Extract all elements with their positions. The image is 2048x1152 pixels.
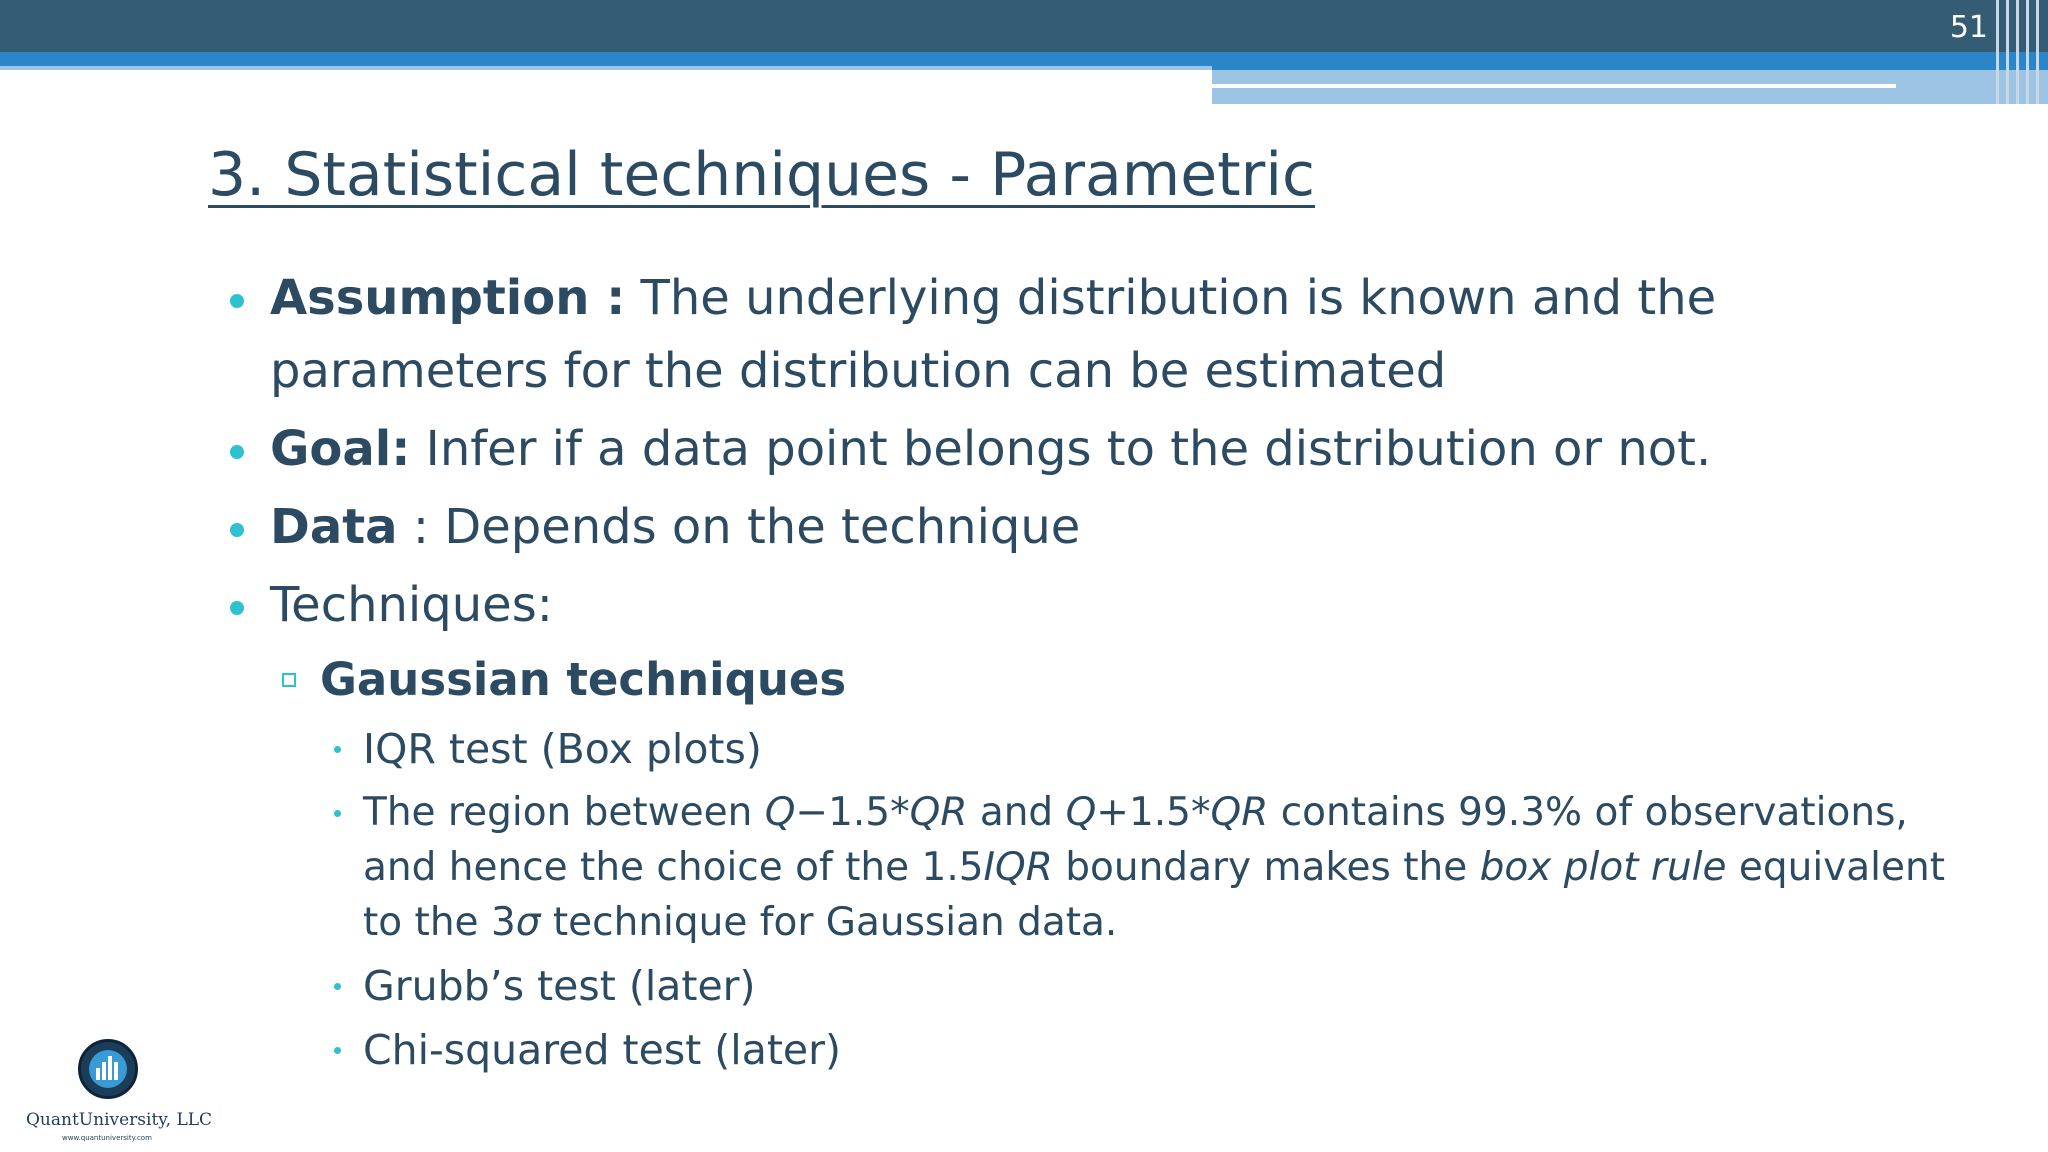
bullet-label: Techniques:: [270, 577, 553, 633]
top-banner-gap: [0, 70, 1212, 75]
item-grubbs-test: [220, 958, 1980, 1014]
slide-content: [220, 262, 1980, 1078]
math-qr: *QR: [1191, 790, 1269, 835]
logo-url: www.quantuniversity.com: [62, 1134, 152, 1142]
text-segment: technique for Gaussian data.: [540, 900, 1118, 945]
small-dot-icon: [334, 1047, 341, 1054]
bullet-goal: [220, 413, 1980, 486]
square-bullet-icon: [282, 673, 296, 687]
bullet-label: Data: [270, 499, 398, 555]
math-q: Q: [1065, 790, 1097, 835]
bullet-dot-icon: [230, 523, 244, 537]
page-number: 51: [1949, 10, 1988, 45]
bullet-dot-icon: [230, 601, 244, 615]
text-segment: equivalent to the 3: [363, 845, 1946, 945]
text-segment: The region between: [363, 790, 765, 835]
subbullet-heading: Gaussian techniques: [320, 653, 847, 706]
math-qr: *QR: [890, 790, 968, 835]
bullet-label: Goal:: [270, 421, 411, 477]
logo-emblem-icon: [78, 1039, 138, 1099]
bullet-text: Infer if a data point belongs to the distribution or not.: [410, 421, 1712, 477]
text-segment: contains 99.3% of observations, and hence the choice of the 1.5: [363, 790, 1908, 890]
top-banner: [0, 0, 2048, 52]
text-segment: and: [967, 790, 1066, 835]
math-q: Q: [764, 790, 796, 835]
emphasis-box-plot-rule: box plot rule: [1479, 845, 1727, 890]
small-dot-icon: [334, 810, 341, 817]
item-region-explanation: [220, 785, 1980, 950]
bullet-assumption: [220, 262, 1980, 408]
bullet-text: : Depends on the technique: [397, 499, 1081, 555]
text-segment: −1.5: [795, 790, 891, 835]
text-segment: boundary makes the: [1052, 845, 1480, 890]
small-dot-icon: [334, 983, 341, 990]
subbullet-gaussian-techniques: [220, 647, 1980, 713]
bullet-text: The underlying distribution is known and the parameters for the distribution can be estimated: [270, 270, 1717, 399]
bullet-techniques: [220, 569, 1980, 642]
bullet-data: [220, 491, 1980, 564]
item-chi-squared-test: [220, 1022, 1980, 1078]
item-text: Grubb’s test (later): [363, 962, 756, 1010]
text-segment: +1.5: [1096, 790, 1191, 835]
item-text: IQR test (Box plots): [363, 725, 762, 773]
top-banner-right-line: [1212, 84, 1896, 88]
small-dot-icon: [334, 746, 341, 753]
bullet-label: Assumption :: [270, 270, 626, 326]
slide-title: 3. Statistical techniques - Parametric: [208, 140, 1315, 210]
bullet-dot-icon: [230, 294, 244, 308]
math-sigma: σ: [515, 900, 541, 945]
banner-stripes: [1992, 0, 2048, 104]
item-iqr-test: [220, 721, 1980, 777]
logo-company-name: QuantUniversity, LLC: [26, 1110, 213, 1130]
quantuniversity-logo: [20, 1036, 213, 1146]
math-iqr: IQR: [983, 845, 1053, 890]
bullet-dot-icon: [230, 445, 244, 459]
item-text: Chi-squared test (later): [363, 1026, 841, 1074]
